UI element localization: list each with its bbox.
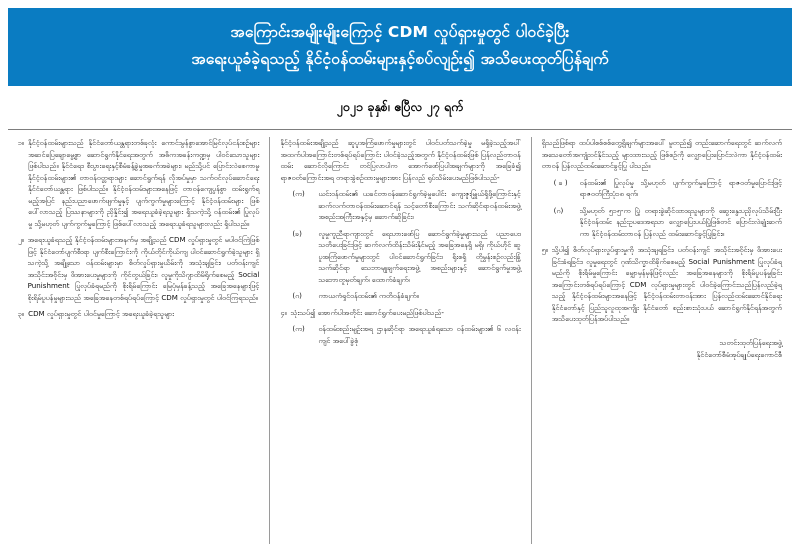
paragraph <box>18 137 259 229</box>
paragraph-marker: (ခ) <box>292 228 302 238</box>
paragraph-text: ယင်းဝန်ထမ်း၏ ယခင်တာဝန်ဆောင်ရွက်ခဲ့မှုပေါင်း ကျေးဇူးမြှုယ်ရှိဖို့ကြောင်းနှင့် ဆက်လက်တာဝန်ထမ်းဆောင်ရန် သင့်တော်စီးကြောင်း သက်ဆိုင်ရာဝန်ထမ်းအဖွဲ့ အစည်းအကြီးအနှင့်မှ ဆောက်ဆိုခြင်း၊ <box>318 189 521 222</box>
paragraph-text: သုံးသပ်၍ အောက်ပါအတိုင်း ဆောင်ရွက်ပေးမည်ဖြစ်ပါသည်- <box>290 307 444 317</box>
paragraph-text: သို့မဟုတ် ၅၁၅-က ပြဲ့ တရားခွဲဆိုင်ထားရသူများကို ဆွေးနွေးပညှိလုပ်သိမ်းပြီး နိုင်ငံ့ဝန်ထမ်း နည်းဥပဒေအရသာ လျှောပြေးပယ်ပြဲ့ဖြစ်တင် ပြောင်းလဲချုံးဆက်ကာ နိုင်ငံ့ဝန်ထမ်းတာဝန် ပြန်လည် ထမ်းဆောင်ခွင့်ပြုခြင်း။ <box>579 205 782 238</box>
paragraph-marker: ၂။ <box>18 235 24 245</box>
paragraph-text: ဝန်ထမ်းစည်းမျဉ်းအရ ဌာနဆိုင်ရာ အရေးယူခံရသော ဝန်ထမ်းများ၏ ၆ လဝန်းကျင် အပေါ်ခွဲစုံ <box>318 324 521 345</box>
paragraph-text: သို့ပါ၍ စိတ်လုပ်ရှားလှုပ်ရှားမှုကို အသုံးချရခြင်း၊ ပတ်ဝန်းကျင် အသိုင်းအဝိုင်းမှ ဖိအားပေးခြင်းခံရခြင်း၊ လူမှုရေးတွင် ဂုဏ်သိက္ခာထိခိုက်စေမည့် Social Punishment ပြုလုပ်ခံရမည်ကို စိုးရိမ်မှုကြောင်း မျှောမှန်မှန်ဖြင့်လည်း အခြေအနေများကို စိုးရိမ်ပူပန်မှုခြင်း အကြောင်းတစ်ရပ်ရပ်ကြောင့် CDM လုပ်ရှားမှုများတွင် ပါဝင်ခဲ့ကြောင်းသည်ပြန်လည်ခဲ့ရသည့် နိုင်ငံ့ဝန်ထမ်းများအနေဖြင့် နိုင်ငံ့ဝန်ထမ်းတာဝန်းအား ပြန်လည်ထမ်းဆောင်နိုင်ရေး နိုင်ငံတော်နှင့် ပြည်သူလူထုအကျိုး နိုင်ငံတော် စည်းစားသုံးပယ် ဆောင်ရွက်နိုင်ရန်အတွက် အသိပေးထုတ်ပြန်အပ်ပါသည်။ <box>551 245 782 324</box>
paragraph-text: ကာယကံရှင်ဝန်ထမ်း၏ ကတိဝန်ခံချက်။ <box>318 291 419 301</box>
paragraph-marker: (ဂ) <box>553 205 564 215</box>
signature-block <box>542 337 782 363</box>
paragraph-marker: ၄။ <box>280 307 287 317</box>
paragraph <box>542 244 782 324</box>
paragraph-marker: (ဂ) <box>292 291 302 301</box>
paragraph-text: ရှိသည်ဖြစ်ရာ ထပ်ပါစစ်စစ်တွေ့ရှိချက်များအပေါ် မူတည်၍ တည်းဆောက်ရေးတွင် ဆက်လက်အသေတော်အကျုံးဝင်နိုင်သည့် များထားသည့် ဖြစ်စဉ်ကို လျှောပြေးပြောင်းလဲကာ နိုင်ငံ့ဝန်ထမ်းတာဝန် ပြန်လည်ထမ်းဆောင်ခွင့်ပြု ပါသည်။ <box>541 138 782 171</box>
paragraph <box>292 228 520 285</box>
paragraph <box>18 308 259 319</box>
body-columns <box>8 137 792 544</box>
paragraph <box>554 205 782 239</box>
paragraph <box>542 137 782 171</box>
paragraph-text: ဝန်ထမ်း၏ ပြုလုပ်မှု သို့မဟုတ် ပျက်ကွက်မှုကြောင့် ရာဇဝတ်မှုပြောင်းဖြင့် ရာဇဝတ်ကြီးပုံ၁၈ ရက်၊ <box>579 177 782 199</box>
signature-council: နိုင်ငံတော်စီမံအုပ်ချုပ်ရေးကောင်စီ <box>696 350 782 360</box>
paragraph-text: CDM လှုပ်ရှားမှုတွင် ပါဝင်မှုကြောင့် အရေးယူခံခဲ့ရသူများ <box>28 309 174 319</box>
paragraph-marker: (က) <box>292 324 305 334</box>
paragraph-marker: ( ခ ) <box>553 177 568 187</box>
column-two <box>269 137 530 544</box>
paragraph <box>292 290 520 301</box>
paragraph-marker: ၃။ <box>18 309 25 319</box>
column-three <box>531 137 792 544</box>
signature-office: သတင်းထုတ်ပြန်ရေးအဖွဲ့ <box>719 337 782 347</box>
paragraph-text: လူမှုကူညီရာကျားတွင် ရေးဟားဖော်ပြ ဆောင်ရွက်ခဲ့မှုများသည် ပညာပေး၊ သတိပေးခြင်းဖြင့် ဆက်လက်ထိန်းသိမ်းနိုင်မည့် အခြေအနေရှိ မရှိ၊ ကိုယ်ဟိုင် ဆူပူအကြံဖောက်မှုများတွင် ပါဝင်ဆောင်ရွက်ခြင်း၊ ရိုးစရှိ တိုမွှန်းစဉ်လည်းခြံ့ သက်ဆိုင်ရာ သေဘာမျုချက်ရေးအဖွဲ့ အစည်းများနှင့် ဆောင်ရွက်မှုအဖွဲ့ သဘောတူမှတ်ချက်၊ ထောက်ခံချက်၊ <box>318 228 521 284</box>
paragraph <box>292 323 520 346</box>
paragraph-text: နိုင်ငံ့ဝန်ထမ်းများသည် နိုင်ငံတော်ယန္တရားတစ်ခုလုံး ကောင်းမွန်စွာအောင်မြင်လုပ်ငန်းစဉ်များ အဆင်ပြေချောမွေ့စွာ ဆောင်ရွက်နိုင်ရေးအတွက် အဓိကအခန်းကဏ္ဍမှ ပါဝင်သောသူများ ဖြစ်ပါသည်။ နိုင်ငံရေး၊ စီးပွားရေးနှင့်စီမံခန့်ခွဲမှုအခက်အခဲများ၊ မည်သို့ပင် ပြောင်းလဲစေကာမူ နိုင်ငံ့ဝန်ထမ်းများ၏ တာဝန်ဝတ္တရားများ ဆောင်ရွက်ရန် လိုအပ်မှုမှာ သက်ဝင်လုပ်ဆောင်ရေး နိုင်ငံတော်ယန္တရား ဖြစ်ပါသည်။ နိုင်ငံ့ဝန်ထမ်းများအနေဖြင့် တာဝန်ကျေပွန်စွာ ထမ်းရွက်ရမည့်အပြင် နည်းပညာဖောက်ဖျက်မှုနှင့် ပျက်ကွက်မှုများကြောင့် နိုင်ငံ့ဝန်ထမ်းများ ဖြစ်ပေါ်လာသည့် ပြဿနာများကို ညှိနှိုင်း၍ အရေးယူခံခဲ့ရသူများ ရှိသကဲ့သို့ ဝန်ထမ်း၏ ပြုလုပ်မှု သို့မဟုတ် ပျက်ကွက်မှုကြောင့် ဖြစ်ပေါ်လာသည့် အရေးယူခံရသူများလည်း ရှိပါသည်။ <box>28 138 260 228</box>
paragraph-marker: ၅။ <box>541 245 548 255</box>
horizontal-divider <box>8 129 792 130</box>
date-line: ၂၀၂၁ ခုနှစ်၊ ဧပြီလ ၂၇ ရက် <box>336 99 464 115</box>
paragraph <box>280 137 520 183</box>
paragraph <box>554 177 782 200</box>
paragraph-text: နိုင်ငံ့ဝန်ထမ်းအချို့သည် ဆူပူအကြံဖောက်မှုများတွင် ပါဝင်ပတ်သက်ခဲ့မှု မရှိခဲ့သည့်အပါ် အထက်ပါအကြောင်းတစ်ရပ်ရပ်ကြောင်း ပါဝင်ခဲ့သည့်အတွက် နိုင်ငံ့ဝန်ထမ်းဖြစ် ပြန်လည်တာဝန်ထမ်း ဆောင်လိုကြောင်း တင်ပြလာပါက အောက်ဖော်ပြပါအချက်များကို အခြေခံ၍ ရာဇဝတ်ကြောင်းအရ တရားခွဲစဉ်ထားမှုများအား ပြန်လည် ရုပ်သိမ်းပေးမည်ဖြစ်ပါသည်- <box>280 138 521 182</box>
paragraph <box>18 234 259 303</box>
paragraph-marker: (က) <box>292 189 305 199</box>
header-title-line-2: အရေးယူခံခဲ့ရသည့် နိုင်ငံ့ဝန်ထမ်းများနှင့်စပ်လျဉ်း၍ အသိပေးထုတ်ပြန်ချက် <box>191 50 609 69</box>
paragraph <box>280 307 520 318</box>
announcement-header <box>8 8 792 86</box>
paragraph-text: အရေးယူခံရသည့် နိုင်ငံ့ဝန်ထမ်းများအနက်မှ အချို့သည် CDM လှုပ်ရှားမှုတွင် မပါဝင်ကြဲဖြစ်ဖြင့် နိုင်ငံတော်ပျက်စီးရာ ပျက်စီးကြောင်းကို ကိုယ်တိုင်ကိုယ်ကျ ပါဝင်ဆောင်ရွက်ခဲ့သူများ ရှိသကဲ့သို့ အချို့သော ဝန်ထမ်းများမှာ စိတ်လှုပ်ရှားမှုယိမ်းကို အသုံးချခြင်း၊ ပတ်ဝန်းကျင်အသိုင်းအဝိုင်းမှ ဖိအားပေးမှုများကို ကိုင်တွယ်ခြင်း၊ လူမှုကိုသိဂျာထိမိရိုက်စေမည့် Social Punishment ပြုလုပ်ခံရမည်ကို စိုးရိမ်ကြောင်း မြေပုံမှန်ခန့်သည့် အခြေအနေများဖြင့် စိုးရိမ်ပူပန်မှုများသည် အခြေအနေတစ်ရပ်ရပ်ကြောင့် CDM လှုပ်ရှားမှုတွင် ပါဝင်ကြရသည်။ <box>27 235 260 302</box>
paragraph-marker: ၁။ <box>18 138 25 148</box>
paragraph <box>292 188 520 222</box>
column-one <box>8 137 269 544</box>
header-title-line-1: အကြောင်းအမျိုးမျိုးကြောင့် CDM လှုပ်ရှားမှုတွင် ပါဝင်ခဲ့ပြီး <box>230 23 570 41</box>
